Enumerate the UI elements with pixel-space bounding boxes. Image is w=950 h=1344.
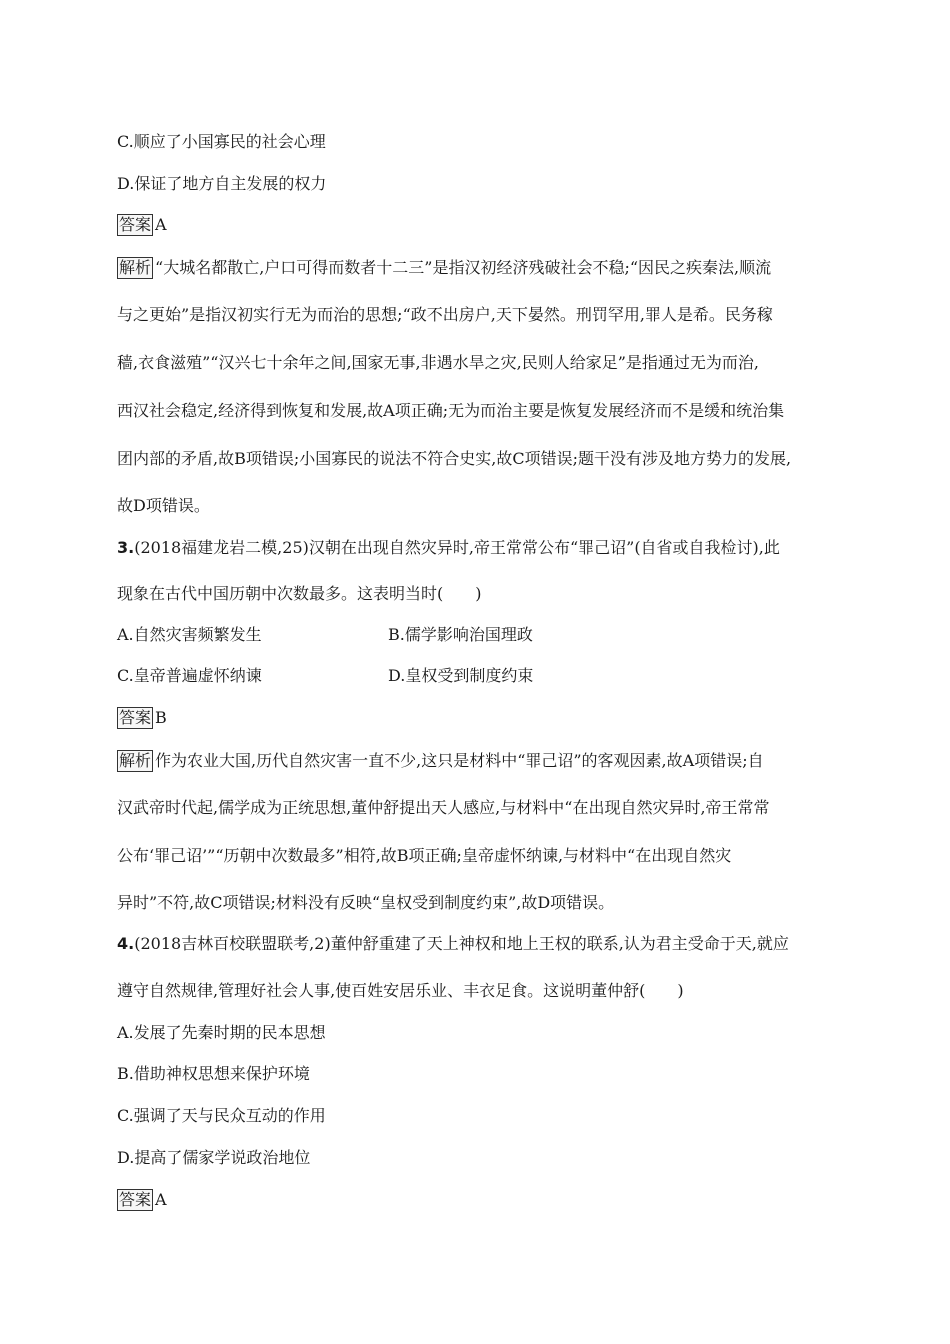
analysis-text: 作为农业大国,历代自然灾害一直不少,这只是材料中“罪己诏”的客观因素,故A项错误;自: [155, 751, 764, 770]
q4-option-c: C.强调了天与民众互动的作用: [117, 1106, 326, 1125]
answer-label: 答案: [119, 215, 152, 234]
answer-value: B: [155, 708, 167, 727]
q2-analysis-line-3: 穑,衣食滋殖”“汉兴七十余年之间,国家无事,非遇水旱之灾,民则人给家足”是指通过无为而治,: [117, 353, 759, 372]
analysis-text: “大城名都散亡,户口可得而数者十二三”是指汉初经济残破社会不稳;“因民之疾秦法,顺流: [155, 258, 772, 277]
q2-analysis-line-2: 与之更始”是指汉初实行无为而治的思想;“政不出房户,天下晏然。刑罚罕用,罪人是希。民务稼: [117, 305, 773, 324]
analysis-label: 解析: [119, 258, 152, 277]
q4-option-d: D.提高了儒家学说政治地位: [117, 1148, 311, 1167]
q3-analysis-line-2: 汉武帝时代起,儒学成为正统思想,董仲舒提出天人感应,与材料中“在出现自然灾异时,帝王常常: [117, 798, 770, 817]
question-number: 4.: [117, 934, 135, 953]
q3-analysis-line-3: 公布‘罪己诏’”“历朝中次数最多”相符,故B项正确;皇帝虚怀纳谏,与材料中“在出现自然灾: [117, 846, 732, 865]
answer-value: A: [155, 1190, 167, 1209]
q2-analysis-line-5: 团内部的矛盾,故B项错误;小国寡民的说法不符合史实,故C项错误;题干没有涉及地方势力的发展,: [117, 449, 792, 468]
q2-analysis-line-1: [117, 257, 771, 279]
q4-stem-line-1: [117, 933, 789, 955]
q2-option-c: C.顺应了小国寡民的社会心理: [117, 132, 326, 151]
question-text: (2018福建龙岩二模,25)汉朝在出现自然灾异时,帝王常常公布“罪己诏”(自省或自我检讨),此: [134, 538, 780, 557]
q4-option-a: A.发展了先秦时期的民本思想: [117, 1023, 326, 1042]
q4-stem-line-2: 遵守自然规律,管理好社会人事,使百姓安居乐业、丰衣足食。这说明董仲舒( ): [117, 981, 684, 1000]
q4-answer: [117, 1189, 167, 1211]
answer-label: 答案: [119, 708, 152, 727]
q3-stem-line-1: [117, 537, 780, 559]
q2-analysis-line-4: 西汉社会稳定,经济得到恢复和发展,故A项正确;无为而治主要是恢复发展经济而不是缓和统治集: [117, 401, 785, 420]
q3-option-a: A.自然灾害频繁发生: [117, 625, 262, 644]
q2-answer: [117, 214, 167, 236]
q3-analysis-line-4: 异时”不符,故C项错误;材料没有反映“皇权受到制度约束”,故D项错误。: [117, 893, 615, 912]
question-text: (2018吉林百校联盟联考,2)董仲舒重建了天上神权和地上王权的联系,认为君主受命于天,就应: [134, 934, 789, 953]
q3-option-d: D.皇权受到制度约束: [388, 666, 534, 685]
q2-analysis-line-6: 故D项错误。: [117, 496, 210, 515]
analysis-label: 解析: [119, 751, 152, 770]
answer-label: 答案: [119, 1190, 152, 1209]
q3-analysis-line-1: [117, 750, 764, 772]
q3-answer: [117, 707, 167, 729]
q2-option-d: D.保证了地方自主发展的权力: [117, 174, 327, 193]
q3-option-c: C.皇帝普遍虚怀纳谏: [117, 666, 262, 685]
answer-value: A: [155, 215, 167, 234]
question-number: 3.: [117, 538, 135, 557]
q4-option-b: B.借助神权思想来保护环境: [117, 1064, 310, 1083]
q3-option-b: B.儒学影响治国理政: [388, 625, 533, 644]
q3-stem-line-2: 现象在古代中国历朝中次数最多。这表明当时( ): [117, 584, 482, 603]
